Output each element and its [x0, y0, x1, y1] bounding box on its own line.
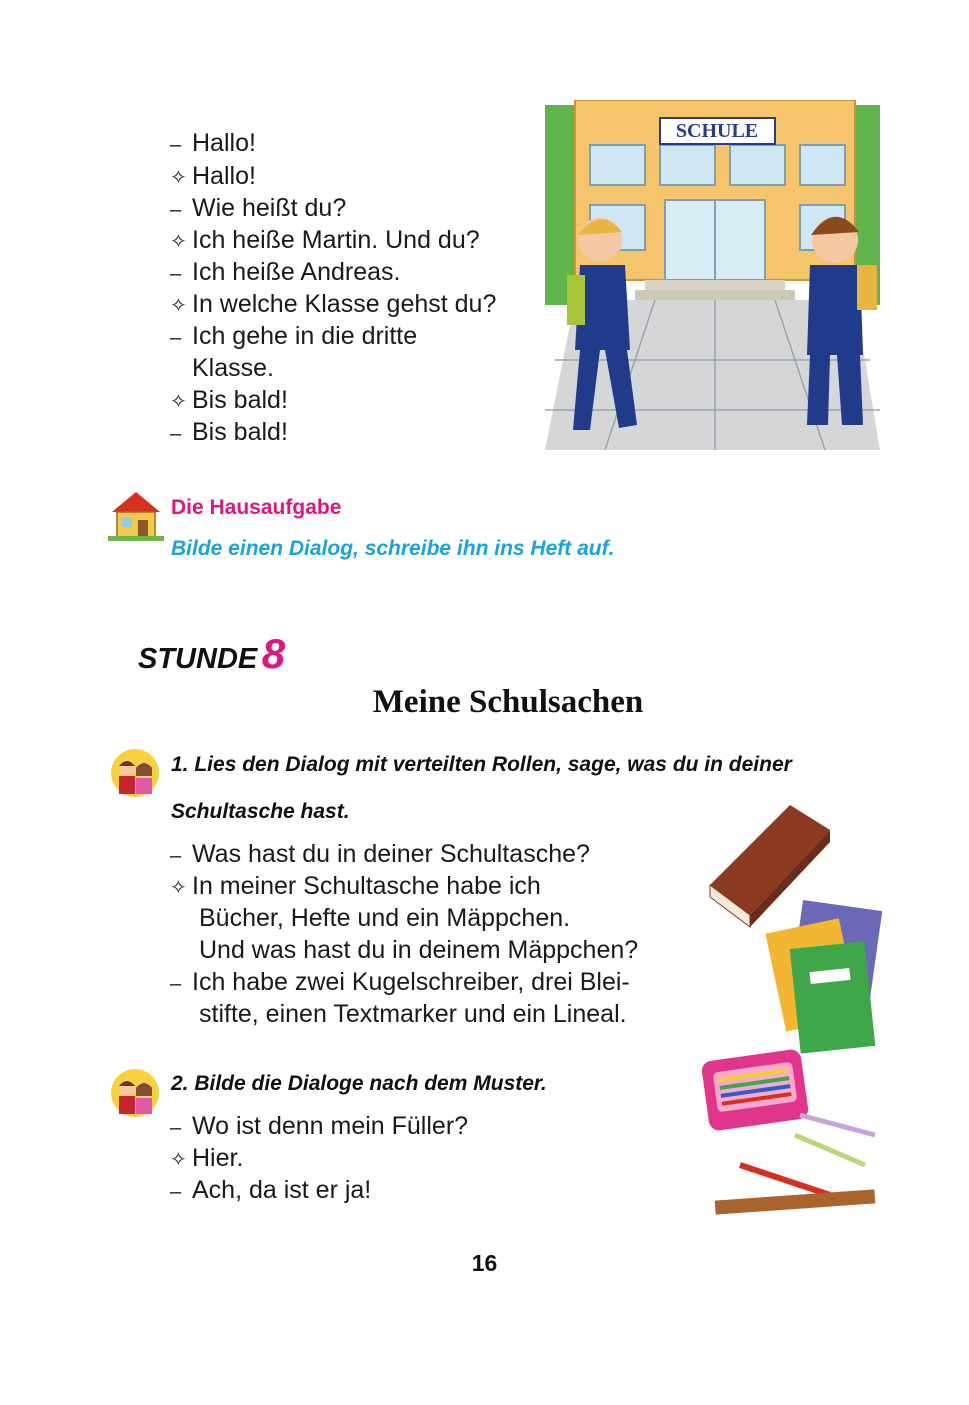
lesson-label: STUNDE	[138, 643, 258, 675]
dialog-line: ✧ Ich heiße Martin. Und du?	[170, 226, 480, 254]
lesson-number: 8	[261, 630, 286, 677]
page-number: 16	[471, 1250, 498, 1276]
speaking-children-icon	[108, 748, 162, 798]
dialog-line: – Was hast du in deiner Schultasche?	[170, 840, 590, 868]
speaking-children-icon	[108, 1068, 162, 1118]
lesson-title: Meine Schulsachen	[372, 684, 644, 720]
homework-text: Bilde einen Dialog, schreibe ihn ins Heft auf.	[171, 537, 615, 560]
dialog-line: – Ach, da ist er ja!	[170, 1176, 372, 1204]
lesson-heading	[138, 630, 285, 678]
dialog-line: – Ich heiße Andreas.	[170, 258, 401, 286]
dialog-line: – Wo ist denn mein Füller?	[170, 1112, 469, 1140]
dialog-line: Bücher, Hefte und ein Mäppchen.	[199, 904, 571, 932]
dialog-line: – Ich habe zwei Kugelschreiber, drei Blei-	[170, 968, 630, 996]
dialog-line: ✧ In welche Klasse gehst du?	[170, 290, 497, 318]
school-supplies-illustration	[700, 805, 882, 1220]
dialog-line: – Bis bald!	[170, 418, 288, 446]
dialog-line: – Ich gehe in die dritte	[170, 322, 418, 350]
dialog-line: ✧ Bis bald!	[170, 386, 288, 414]
dialog-line: Klasse.	[192, 354, 274, 382]
dialog-line: stifte, einen Textmarker und ein Lineal.	[199, 1000, 627, 1028]
dialog-line: ✧ Hier.	[170, 1144, 244, 1172]
homework-title: Die Hausaufgabe	[171, 496, 342, 519]
dialog-line: Und was hast du in deinem Mäppchen?	[199, 936, 639, 964]
dialog-line: ✧ In meiner Schultasche habe ich	[170, 872, 541, 900]
task-1-line-2: Schultasche hast.	[171, 800, 350, 823]
school-illustration	[545, 100, 880, 450]
dialog-line: ✧ Hallo!	[170, 162, 256, 190]
dialog-line: – Wie heißt du?	[170, 194, 347, 222]
school-sign: SCHULE	[675, 120, 759, 142]
house-icon	[108, 488, 164, 542]
task-2: 2. Bilde die Dialoge nach dem Muster.	[171, 1072, 547, 1095]
task-1-line-1: 1. Lies den Dialog mit verteilten Rollen, sage, was du in deiner	[171, 753, 792, 776]
dialog-line: – Hallo!	[170, 129, 256, 157]
